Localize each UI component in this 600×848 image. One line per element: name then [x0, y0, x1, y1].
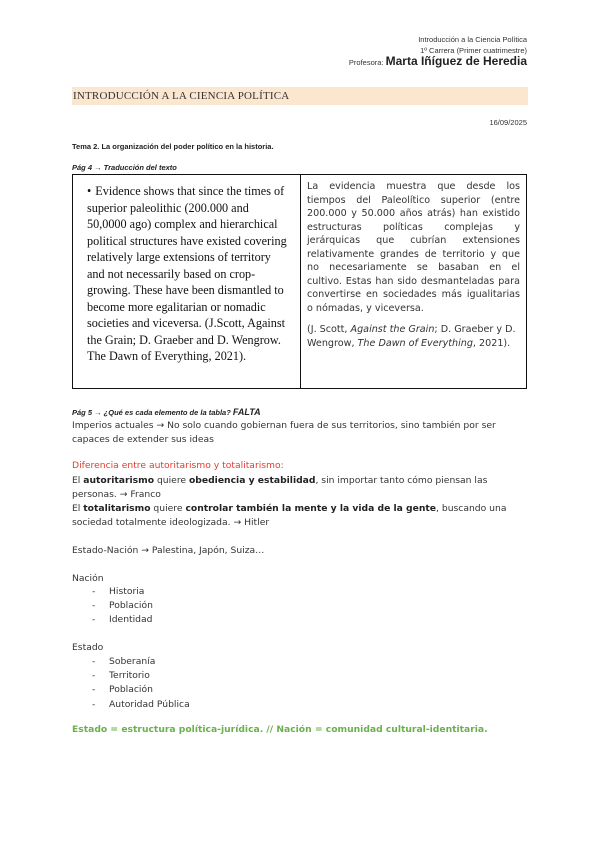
- page5-question-text: Pág 5 → ¿Qué es cada elemento de la tabla?: [72, 408, 231, 417]
- course-name: Introducción a la Ciencia Política: [418, 35, 527, 44]
- list-item: - Identidad: [92, 614, 153, 626]
- professor-label: Profesora:: [348, 58, 384, 67]
- book-title-1: Against the Grain: [350, 324, 435, 335]
- book-title-2: The Dawn of Everything: [357, 337, 473, 349]
- topic-heading: Tema 2. La organización del poder político en la historia.: [72, 142, 274, 151]
- original-text: Evidence shows that since the times of superior paleolithic (200.000 and 50,0000 ago) complex and hierarchical political structures have existed covering relatively large extensions of territory and not necessarily based on crop-growing. These have been dismantled to become more egalitarian or nomadic societies and viceversa. (J.Scott, Against the Grain; D. Graeber and D. Wengrow. The Dawn of Everything, 2021).: [87, 184, 287, 363]
- professor-line: [349, 56, 527, 68]
- list-item: - Población: [92, 684, 153, 696]
- difference-heading: Diferencia entre autoritarismo y totalitarismo:: [72, 460, 284, 471]
- translated-text-cell: [301, 175, 526, 388]
- translated-citation: (J. Scott, Against the Grain; D. Graeber y D. Wengrow, The Dawn of Everything, 2021).: [307, 324, 516, 349]
- list-item: - Territorio: [92, 670, 150, 682]
- authoritarianism-line: El autoritarismo quiere obediencia y estabilidad, sin importar tanto cómo piensan las personas. → Franco: [72, 475, 488, 500]
- document-title: INTRODUCCIÓN A LA CIENCIA POLÍTICA: [72, 87, 528, 105]
- authoritarianism-term: autoritarismo: [83, 475, 155, 486]
- page5-question: [72, 407, 261, 417]
- course-term: 1º Carrera (Primer cuatrimestre): [420, 46, 527, 55]
- original-text-cell: [73, 175, 301, 388]
- imperios-note: Imperios actuales → No solo cuando gobiernan fuera de sus territorios, sino también por ser capaces de extender sus ideas: [72, 420, 496, 445]
- list-item: - Población: [92, 600, 153, 612]
- status-falta: FALTA: [232, 407, 261, 417]
- bullet-marker: •: [87, 184, 92, 198]
- estado-heading: Estado: [72, 642, 104, 653]
- estado-nacion-examples: Estado-Nación → Palestina, Japón, Suiza…: [72, 545, 265, 556]
- list-item: - Historia: [92, 586, 145, 597]
- totalitarianism-term: totalitarismo: [83, 503, 151, 514]
- professor-name: Marta Iñíguez de Heredia: [385, 54, 527, 68]
- totalitarianism-line: El totalitarismo quiere controlar también la mente y la vida de la gente, buscando una sociedad totalmente ideologizada. → Hitler: [72, 503, 507, 528]
- translated-text: La evidencia muestra que desde los tiempos del Paleolítico superior (entre 200.000 y 50.000 años atrás) han existido estructuras políticas complejas y jerárquicas que cubrían extensiones relativamente grandes de territorio y que no necesariamente se basaban en el cultivo. Estas han sido desmanteladas para convertirse en sociedades más igualitarias o nómadas, y viceversa.: [307, 181, 520, 314]
- translation-table: [72, 174, 527, 389]
- list-item: - Soberanía: [92, 656, 156, 667]
- list-item: - Autoridad Pública: [92, 698, 190, 710]
- estado-list: [92, 655, 190, 712]
- document-header: [349, 34, 527, 68]
- summary-line: Estado = estructura política-jurídica. // Nación = comunidad cultural-identitaria.: [72, 724, 488, 735]
- nacion-list: [92, 585, 153, 628]
- page4-label: Pág 4 → Traducción del texto: [72, 163, 177, 172]
- difference-body: [72, 474, 532, 530]
- nacion-heading: Nación: [72, 573, 104, 584]
- document-date: 16/09/2025: [489, 118, 527, 127]
